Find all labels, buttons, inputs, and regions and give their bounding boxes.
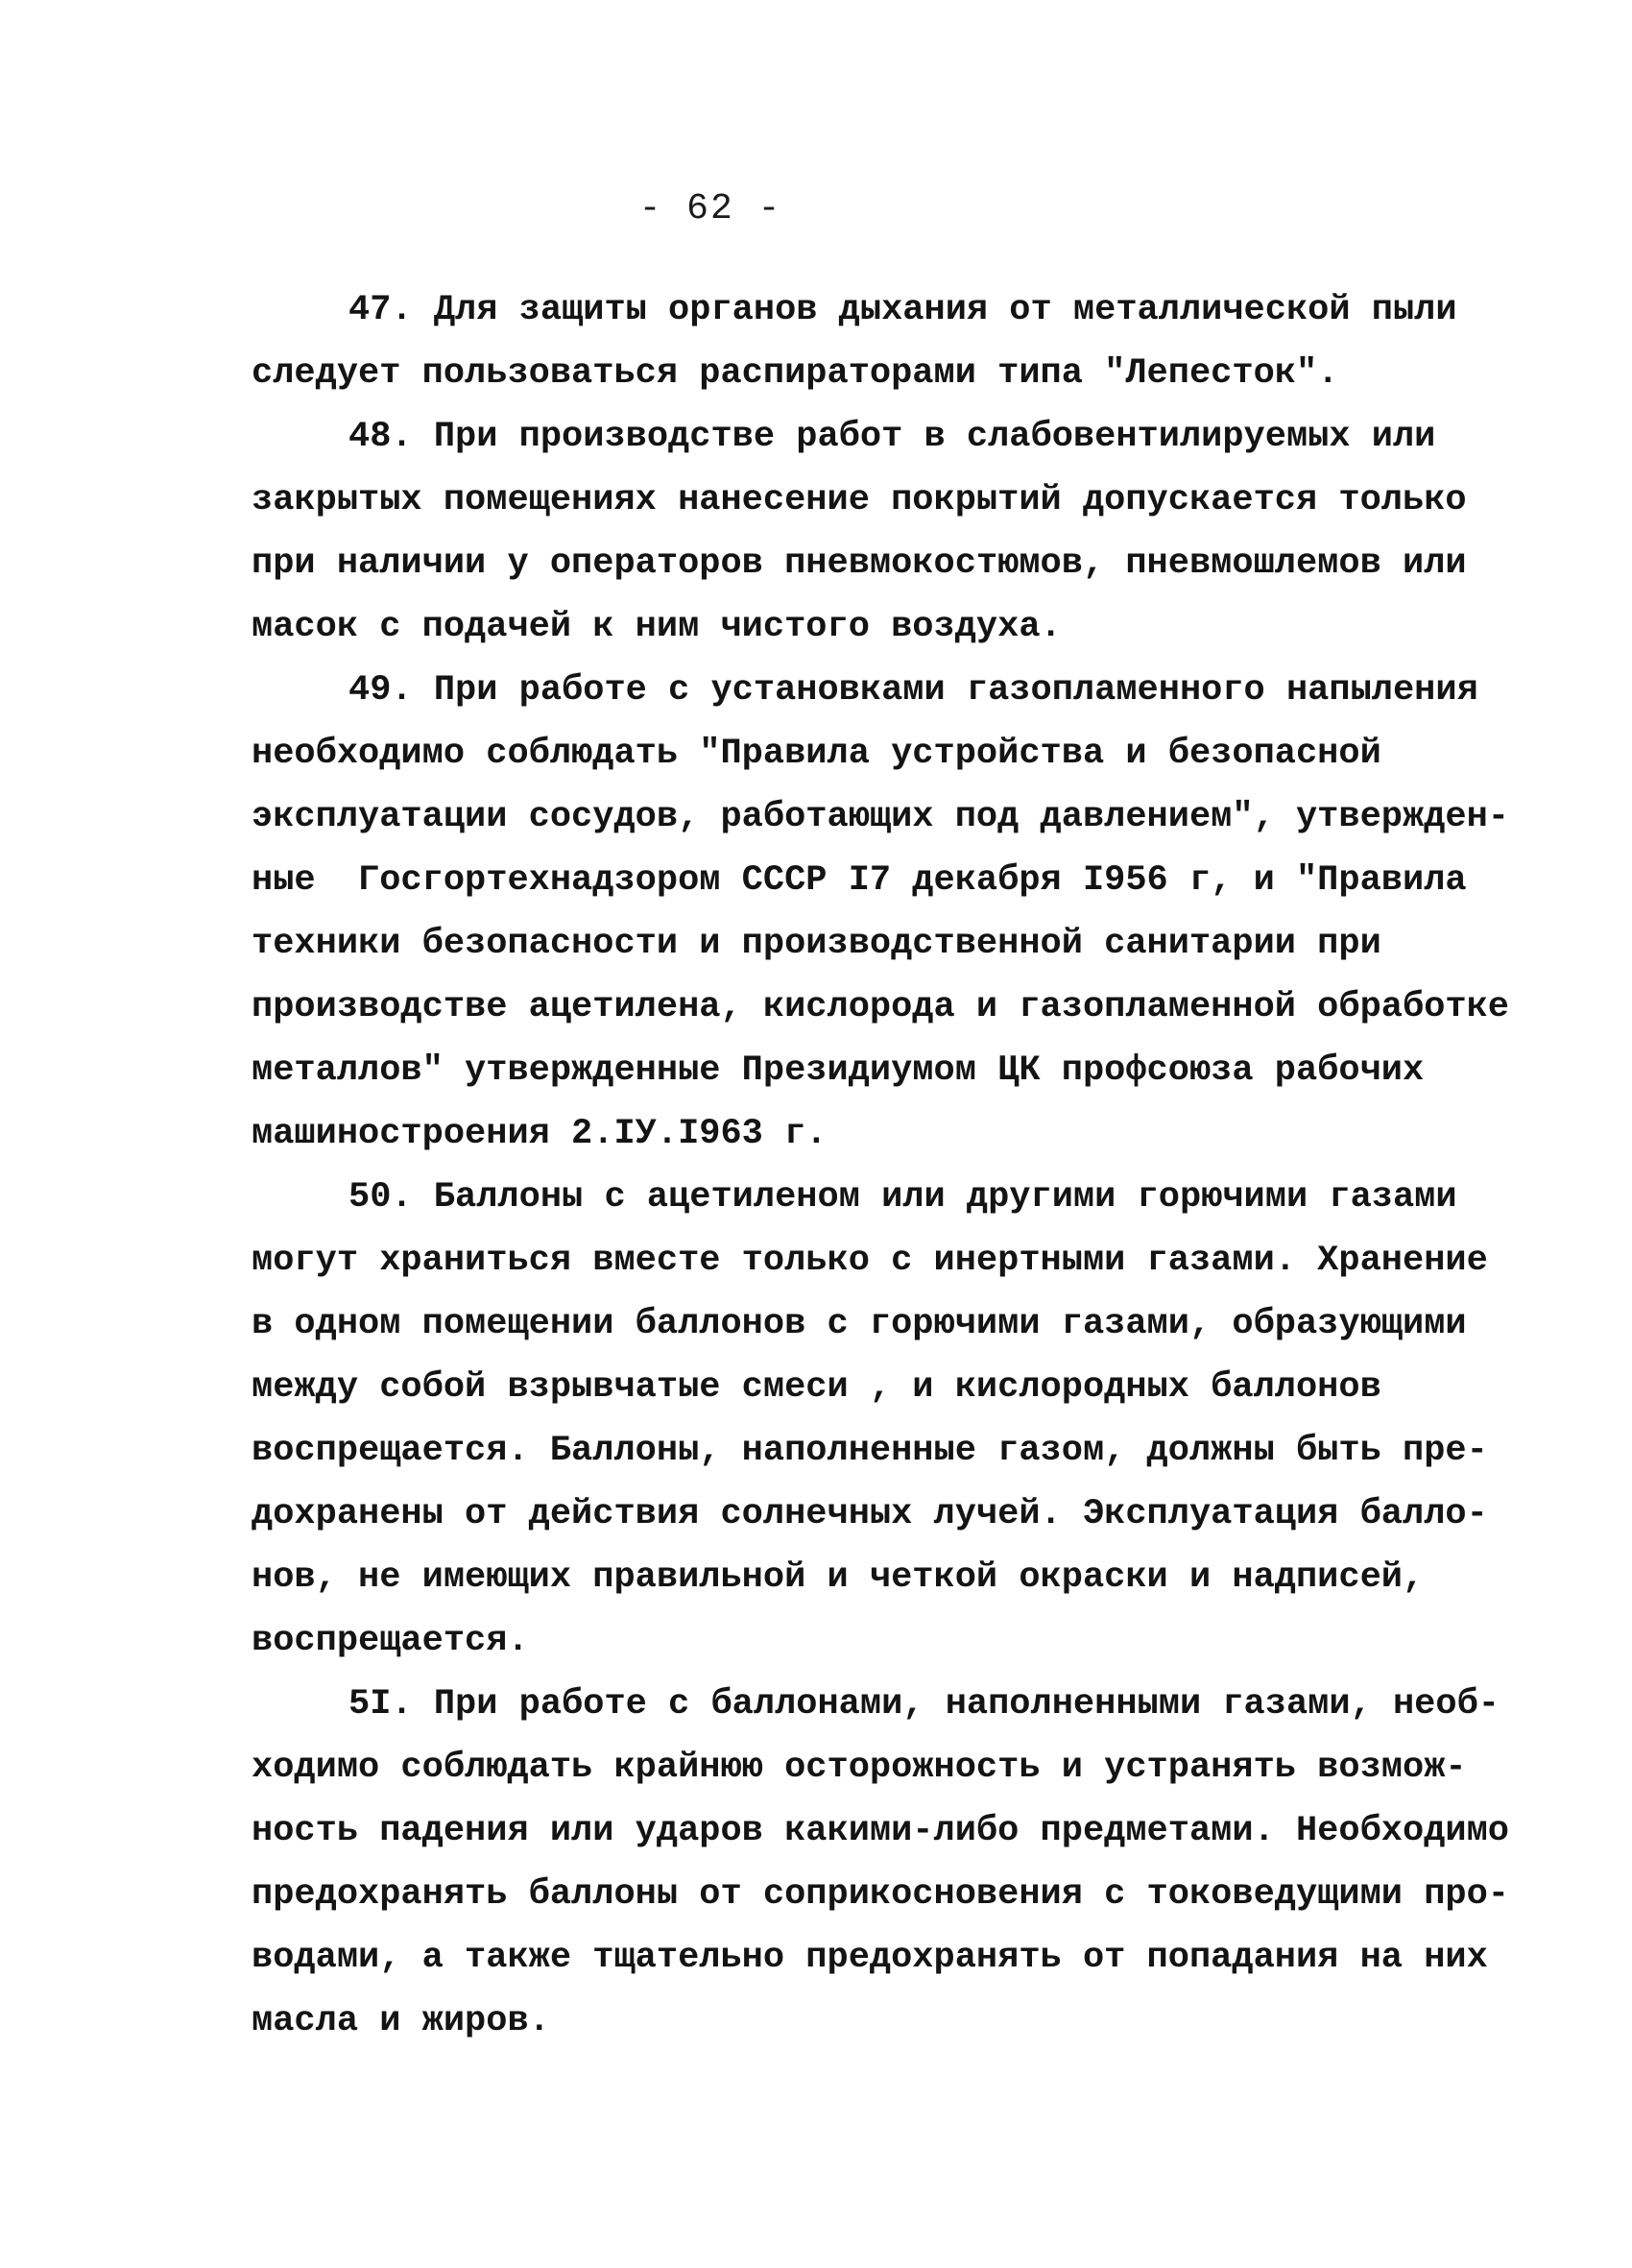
text-line: закрытых помещениях нанесение покрытий допускается только [252, 480, 1467, 520]
body-text [252, 278, 1510, 2053]
text-line: могут храниться вместе только с инертными газами. Хранение [252, 1241, 1488, 1281]
paragraph-47 [252, 278, 1457, 405]
text-line: машиностроения 2.IУ.I963 г. [252, 1114, 828, 1154]
text-line: воспрещается. [252, 1621, 529, 1661]
text-line: металлов" утвержденные Президиумом ЦК профсоюза рабочих [252, 1050, 1425, 1091]
text-line: 47. Для защиты органов дыхания от металлической пыли [348, 290, 1457, 330]
text-line: воспрещается. Баллоны, наполненные газом, должны быть пре- [252, 1431, 1488, 1471]
text-line: 49. При работе с установками газопламенного напыления [348, 670, 1478, 711]
text-line: между собой взрывчатые смеси , и кислородных баллонов [252, 1367, 1381, 1408]
text-line: производстве ацетилена, кислорода и газопламенной обработке [252, 987, 1510, 1027]
text-line: в одном помещении баллонов с горючими газами, образующими [252, 1304, 1467, 1344]
paragraph-51 [252, 1673, 1510, 2053]
text-line: ность падения или ударов какими-либо предметами. Необходимо [252, 1811, 1510, 1851]
text-line: 50. Баллоны с ацетиленом или другими горючими газами [348, 1177, 1457, 1218]
text-line: 48. При производстве работ в слабовентилируемых или [348, 417, 1436, 457]
text-line: ные Госгортехнадзором СССР I7 декабря I956 г, и "Правила [252, 860, 1467, 901]
paragraph-50 [252, 1166, 1488, 1673]
paragraph-48 [252, 405, 1467, 659]
text-line: масла и жиров. [252, 2001, 550, 2041]
text-line: следует пользоваться распираторами типа "Лепесток". [252, 353, 1339, 394]
text-line: ходимо соблюдать крайнюю осторожность и устранять возмож- [252, 1748, 1467, 1788]
text-line: техники безопасности и производственной санитарии при [252, 924, 1381, 964]
text-line: водами, а также тщательно предохранять от попадания на них [252, 1938, 1488, 1978]
text-line: при наличии у операторов пневмокостюмов, пневмошлемов или [252, 543, 1467, 584]
text-line: 5I. При работе с баллонами, наполненными газами, необ- [348, 1684, 1500, 1725]
page-number: - 62 - [638, 188, 782, 229]
text-line: эксплуатации сосудов, работающих под давлением", утвержден- [252, 797, 1510, 837]
paragraph-49 [252, 659, 1510, 1166]
text-line: масок с подачей к ним чистого воздуха. [252, 607, 1062, 647]
text-line: предохранять баллоны от соприкосновения с токоведущими про- [252, 1874, 1510, 1915]
text-line: нов, не имеющих правильной и четкой окраски и надписей, [252, 1557, 1425, 1598]
text-line: необходимо соблюдать "Правила устройства и безопасной [252, 734, 1381, 774]
text-line: дохранены от действия солнечных лучей. Эксплуатация балло- [252, 1494, 1488, 1534]
